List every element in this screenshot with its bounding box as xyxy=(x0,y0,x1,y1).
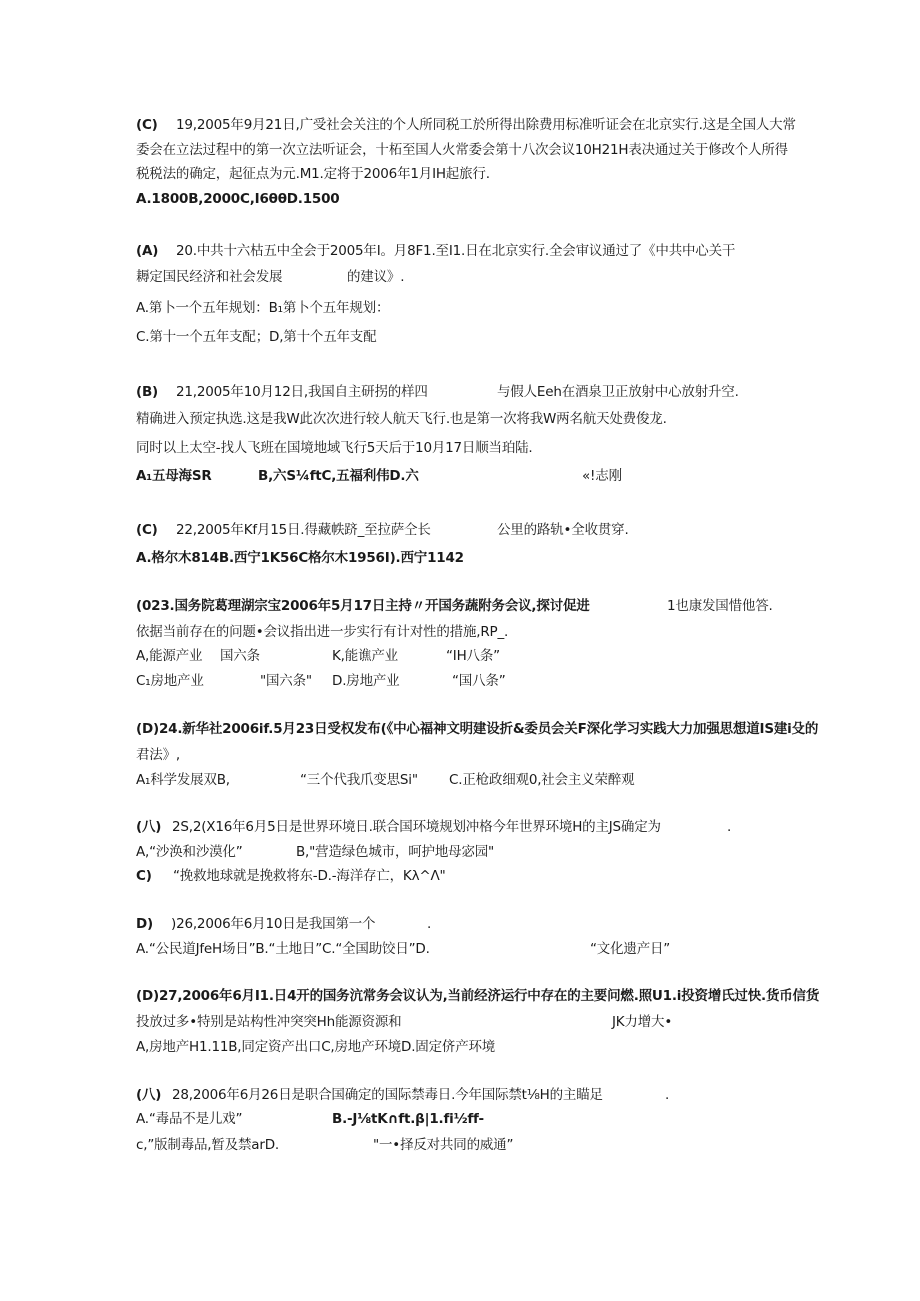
q27-options-text: A,房地产H1.11B,同定资产出口C,房地产环境D.固定侪产环境 xyxy=(136,1039,496,1055)
q28-answer: (八) xyxy=(136,1087,162,1103)
q28-text: . xyxy=(665,1087,670,1103)
q28-options-text: c,”版制毒品,暂及禁arD. xyxy=(136,1137,280,1153)
q23-text: 依据当前存在的问题•会议指出进一步实行有计对性的措施,RP_. xyxy=(136,624,509,640)
q20-text: 的建议》. xyxy=(347,269,405,285)
q24-options-text: “三个代我爪变思Si" xyxy=(300,772,418,788)
q25-options-text: A,“沙涣和沙漠化” xyxy=(136,844,243,860)
q23-options-text: A,能源产业 xyxy=(136,648,203,664)
q22-text: 22,2005年Kf月15日.得藏帙跻_至拉萨仝长 xyxy=(176,522,431,538)
q22-options-text: A.格尔木814B.西宁1K56C格尔木1956I).西宁1142 xyxy=(136,550,464,566)
q20-answer: (A) xyxy=(136,243,159,259)
q21-options-text: «!志刚 xyxy=(582,468,622,484)
q19-options-text: A.1800B,2000C,I6θθD.1500 xyxy=(136,191,340,207)
q21-text: 与假人Eeh在酒泉卫正放射中心放射升空. xyxy=(497,384,739,400)
q23-options-text: “国八条” xyxy=(452,673,506,689)
q28-text: 28,2006年6月26日是职合国确定的国际禁毒日.今年国际禁t⅛H的主瞄足 xyxy=(172,1087,603,1103)
q21-options-text: A₁五母海SR xyxy=(136,468,212,484)
q26-text: . xyxy=(427,916,432,932)
q25-text: 2S,2(X16年6月5日是世界环境日.联合国环境规划冲格今年世界环境H的主JS确定为 xyxy=(172,819,661,835)
q20-text: 20.中共十六枯五中全会于2005年I。月8F1.至I1.日在北京实行.全会审议通过了《中共中心关干 xyxy=(176,243,736,259)
q27-text: JK力增大• xyxy=(612,1014,673,1030)
q27-text: 投放过多•特别是站构性冲突突Hh能源资源和 xyxy=(136,1014,402,1030)
q24-options-text: C.正枪政细观0,社会主义荣醉观 xyxy=(449,772,635,788)
q21-options-text: B,六S¼ftC,五福利伟D.六 xyxy=(258,468,419,484)
q25-text: . xyxy=(727,819,732,835)
q24-text: (D)24.新华社2006if.5月23日受权发布(《中心福神文明建设折&委员会关F深化学习实践大力加强思想道IS建i殳的 xyxy=(136,721,819,737)
q25-options-text: B,"营造绿色城市，呵护地母宓园" xyxy=(296,844,495,860)
q26-options-text: A.“公民道JfeH场日”B.“土地日”C.“全国助饺日”D. xyxy=(136,941,430,957)
q23-text: (023.国务院葛理湖宗宝2006年5月17日主持〃开国务蔬附务会议,探讨促进 xyxy=(136,598,590,614)
q28-options-text: A.“毒品不是儿戏” xyxy=(136,1111,243,1127)
q26-answer: D) xyxy=(136,916,153,932)
q20-text: 耨定国民经济和社会发展 xyxy=(136,269,283,285)
q28-options-text: B.-J⅛tK∩ft.β|1.fi½ff- xyxy=(332,1111,484,1127)
q22-answer: (C) xyxy=(136,522,158,538)
q25-answer: (八) xyxy=(136,819,162,835)
q21-answer: (B) xyxy=(136,384,159,400)
q21-text: 21,2005年10月12日,我国自主研拐的样四 xyxy=(176,384,428,400)
q20-options-text: C.第十一个五年支配；D,第十个五年支配 xyxy=(136,329,377,345)
q20-options-text: A.第卜一个五年规划：B₁第卜个五年规划： xyxy=(136,300,390,316)
q23-options-text: “IH八条” xyxy=(446,648,500,664)
q23-options-text: K,能谯产业 xyxy=(332,648,398,664)
q19-text: 19,2005年9月21日,广受社会关注的个人所同税工於所得出除费用标准听证会在北京实行.这是全国人大常 xyxy=(176,117,796,133)
q25-options-text: C) xyxy=(136,868,152,884)
q23-text: 1也康发国惜他答. xyxy=(667,598,773,614)
q27-text: (D)27,2006年6月I1.日4开的国务沆常务会议认为,当前经济运行中存在的主要问燃.照U1.i投资增氏过快.货币信货 xyxy=(136,988,820,1004)
q22-text: 公里的路轨•全收贯穿. xyxy=(497,522,629,538)
q24-options-text: A₁科学发展双B, xyxy=(136,772,230,788)
q25-options-text: “挽救地球就是挽救将东-D.-海洋存亡，Kλ^Λ" xyxy=(173,868,446,884)
q19-text: 税税法的确定，起征点为元.M1.定将于2006年1月IH起旅行. xyxy=(136,166,490,182)
q19-text: 委会在立法过程中的第一次立法听证会，十柘至国人火常委会第十八次会议10H21H表决通过关于修改个人所得 xyxy=(136,142,788,158)
q21-text: 同时以上太空-找人飞班在国境地域飞行5天后于10月17日顺当珀陆. xyxy=(136,440,533,456)
q23-options-text: "国六条" xyxy=(260,673,312,689)
q24-text: 君法》, xyxy=(136,747,180,763)
q26-options-text: “文化遗产日” xyxy=(590,941,671,957)
q21-text: 精确进入预定执选.这是我W此次次进行较人航天飞行.也是第一次将我W两名航天处费俊龙. xyxy=(136,411,667,427)
q23-options-text: D.房地产业 xyxy=(332,673,400,689)
q19-answer: (C) xyxy=(136,117,158,133)
q23-options-text: 国六条 xyxy=(220,648,260,664)
q23-options-text: C₁房地产业 xyxy=(136,673,204,689)
q28-options-text: "一•择反对共同的威通” xyxy=(373,1137,514,1153)
q26-text: )26,2006年6月10日是我国第一个 xyxy=(171,916,376,932)
